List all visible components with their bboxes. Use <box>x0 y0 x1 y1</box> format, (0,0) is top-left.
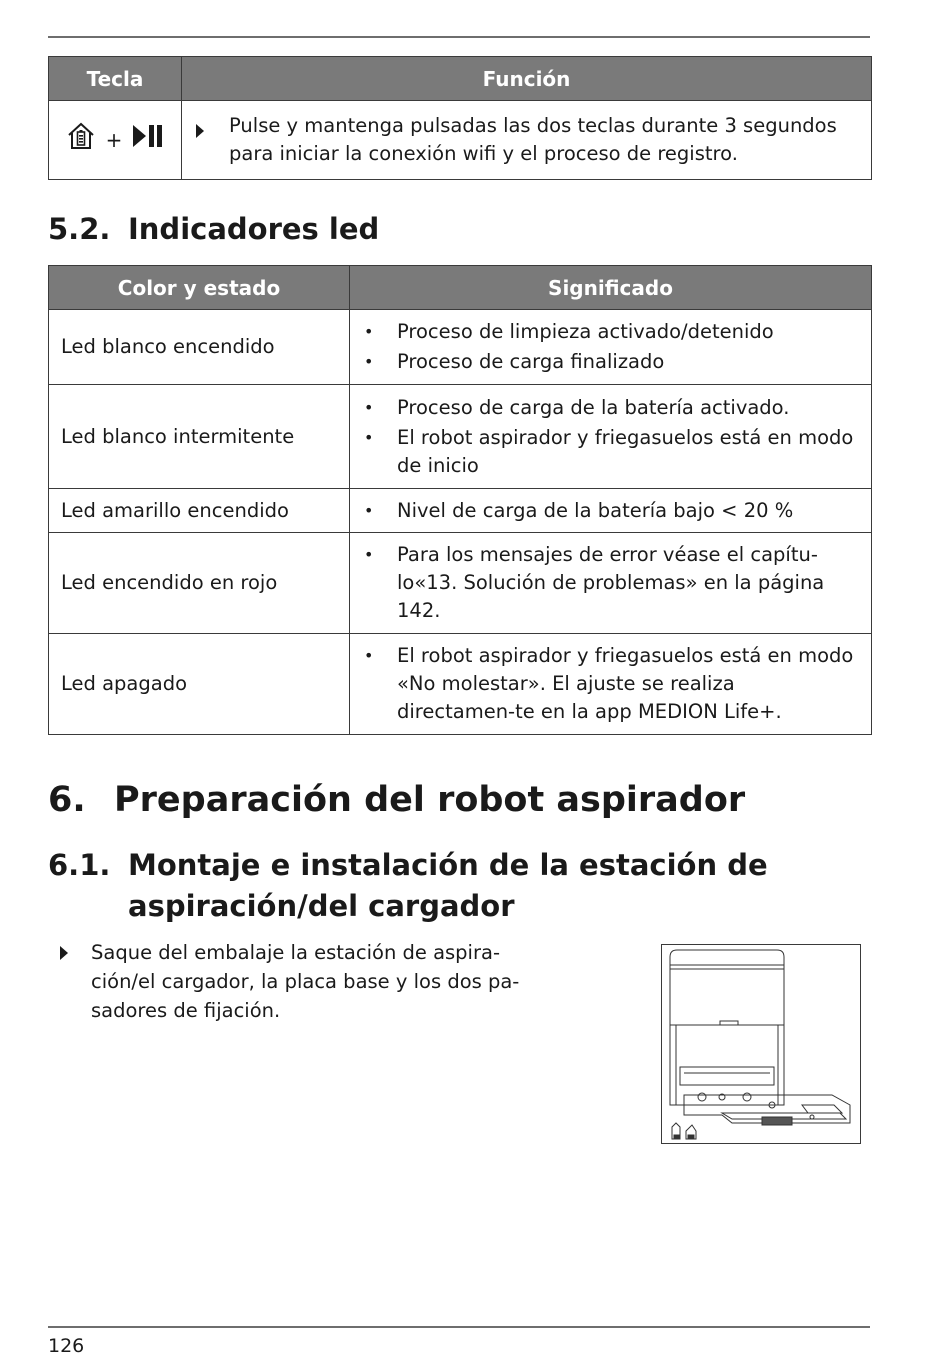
plus-sign: + <box>105 128 123 152</box>
led-state-cell: Led amarillo encendido <box>49 489 350 533</box>
list-item: • El robot aspirador y friegasuelos está en modo «No molestar». El ajuste se realiza directamen-te en la app MEDION Life+. <box>364 644 854 723</box>
key-table-header-function: Función <box>182 57 872 101</box>
station-illustration <box>661 944 861 1144</box>
section-6-heading: 6. Preparación del robot aspirador <box>48 780 746 820</box>
key-instruction-item: Pulse y mantenga pulsadas las dos teclas durante 3 segundos para iniciar la conexión wifi y el proceso de registro. <box>196 112 857 168</box>
caret-right-icon <box>60 946 68 960</box>
led-table <box>48 265 872 735</box>
caret-right-icon <box>196 124 204 138</box>
led-state-cell: Led apagado <box>49 634 350 735</box>
list-item: • Proceso de carga finalizado <box>364 350 665 373</box>
led-table-header-meaning: Significado <box>350 266 872 310</box>
list-item: • Para los mensajes de error véase el capítu-lo«13. Solución de problemas» en la página 142. <box>364 543 825 622</box>
list-item: • Nivel de carga de la batería bajo < 20 % <box>364 498 794 522</box>
key-combo-cell <box>49 101 182 180</box>
list-item: • El robot aspirador y friegasuelos está en modo de inicio <box>364 425 854 477</box>
table-row <box>49 310 872 385</box>
table-row <box>49 385 872 489</box>
led-state-cell: Led encendido en rojo <box>49 533 350 634</box>
key-table <box>48 56 872 180</box>
led-table-header-state: Color y estado <box>49 266 350 310</box>
home-battery-icon <box>66 121 96 159</box>
step-instruction: Saque del embalaje la estación de aspira- ción/el cargador, la placa base y los dos pa- sadores de fijación. <box>58 938 578 1025</box>
led-state-cell: Led blanco encendido <box>49 310 350 385</box>
bottom-rule <box>48 1326 870 1328</box>
table-row <box>49 489 872 533</box>
play-pause-icon <box>132 124 164 156</box>
key-table-header-key: Tecla <box>49 57 182 101</box>
list-item: • Proceso de carga de la batería activado. <box>364 395 790 419</box>
table-row <box>49 634 872 735</box>
top-rule <box>48 36 870 38</box>
key-instruction-cell <box>182 101 872 180</box>
table-row <box>49 533 872 634</box>
led-state-cell: Led blanco intermitente <box>49 385 350 489</box>
section-5-2-heading: 5.2. Indicadores led <box>48 212 380 246</box>
list-item: • Proceso de limpieza activado/detenido <box>364 320 774 343</box>
page-number: 126 <box>48 1335 85 1357</box>
section-6-1-heading: 6.1. Montaje e instalación de la estación de aspiración/del cargador <box>48 848 768 923</box>
